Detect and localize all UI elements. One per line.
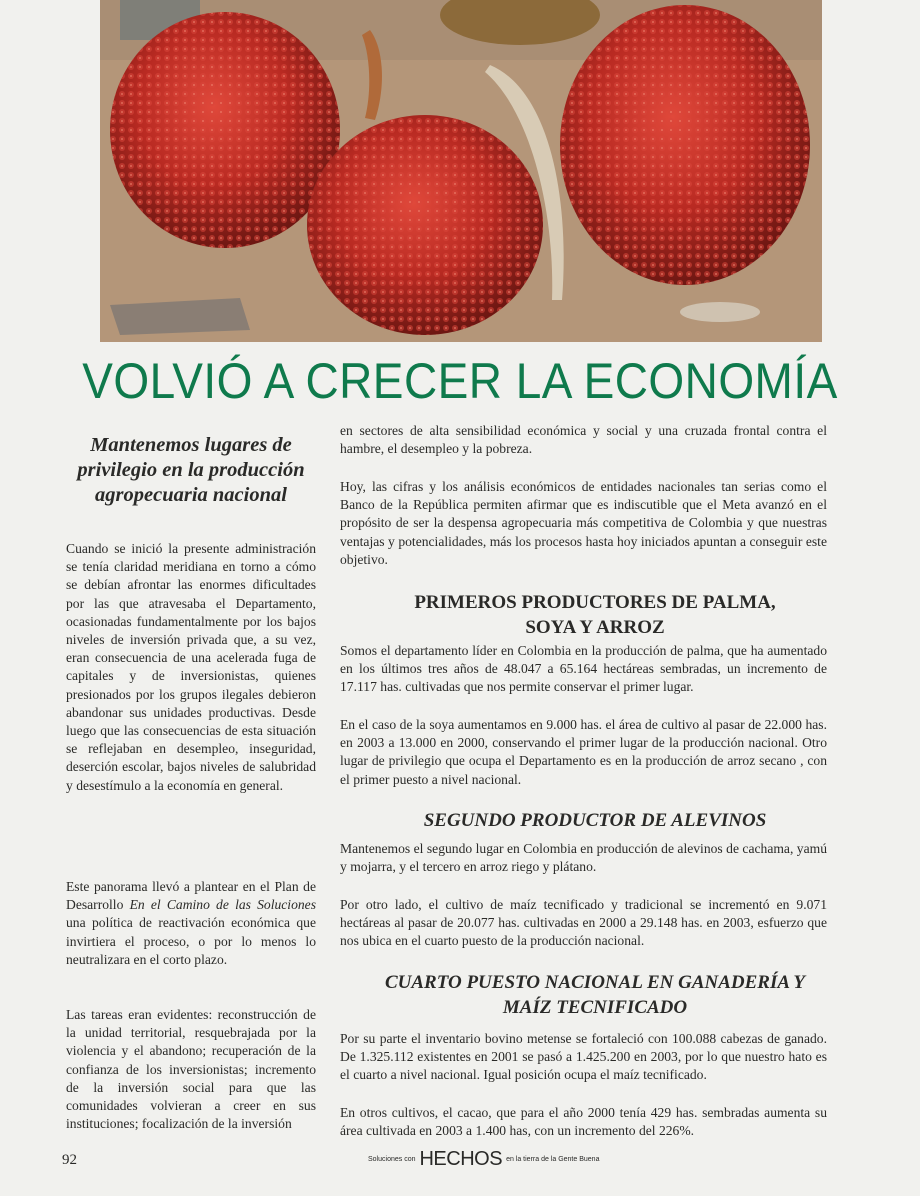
left-paragraph-3: Las tareas eran evidentes: reconstrucción de la unidad territorial, resquebrajada por la violencia y el abandono; recuperación de la confianza de los inversionistas; incremento de la inversión social para que las comunidades volvieran a creer en sus instituciones; focalización de la inversión [66,1007,316,1132]
left-paragraph-2 [66,878,316,969]
section-heading-palma-line-2: SOYA Y ARROZ [525,617,665,638]
right-paragraph-6: Por otro lado, el cultivo de maíz tecnificado y tradicional se incrementó en 9.071 hectáreas al pasar de 20.077 has. cultivadas en 2000 a 29.148 has. en 2003, esfuerzo que nos ubica en el cuarto puesto de la producción nacional. [340,897,827,949]
palm-fruit-photo [100,0,822,342]
headline: VOLVIÓ A CRECER LA ECONOMÍA [82,353,838,409]
footer-suffix: en la tierra de la Gente Buena [506,1155,600,1163]
footer-brand: HECHOS [419,1147,503,1170]
right-paragraph-4: En el caso de la soya aumentamos en 9.000 has. el área de cultivo al pasar de 22.000 has. en 2003 a 13.000 en 2000, conservando el primer lugar de la producción nacional. Otro lugar de privilegio que ocupa el Departamento es en la producción de arroz secano , con el primer puesto a nivel nacional. [340,717,827,787]
left-paragraph-1: Cuando se inició la presente administración se tenía claridad meridiana en torno a cómo se debían afrontar las enormes dificultades por las que atravesaba el Departamento, ocasionadas fundamentalmente por los bajos niveles de inversión privada que, a su vez, eran consecuencia de una acelerada fuga de capitales y de inversionistas, quienes presionados por los grupos ilegales debieron abandonar sus unidades productivas. Desde luego que las consecuencias de esta situación se reflejaban en desempleo, inseguridad, deserción escolar, bajos niveles de salubridad y desestímulo a la economía en general. [66,541,316,793]
section-heading-palma [340,590,850,640]
section-heading-ganaderia-line-1: CUARTO PUESTO NACIONAL EN GANADERÍA Y [384,972,806,993]
section-heading-palma-line-1: PRIMEROS PRODUCTORES DE PALMA, [414,592,776,613]
right-paragraph-7: Por su parte el inventario bovino metense se fortaleció con 100.088 cabezas de ganado. De 1.325.112 existentes en 2001 se pasó a 1.425.200 en 2003, por lo que nuestro hato es el cuarto a nivel nacional. Igual posición ocupa el maíz tecnificado. [340,1031,827,1083]
section-heading-alevinos: SEGUNDO PRODUCTOR DE ALEVINOS [423,810,767,831]
subheading: Mantenemos lugares de privilegio en la producción agropecuaria nacional [77,434,305,506]
right-paragraph-8: En otros cultivos, el cacao, que para el año 2000 tenía 429 has. sembradas aumenta su área cultivada en 2003 a 1.400 has, con un incremento del 226%. [340,1105,827,1139]
right-paragraph-1: en sectores de alta sensibilidad económica y social y una cruzada frontal contra el hambre, el desempleo y la pobreza. [340,423,827,457]
plan-title: En el Camino de las Soluciones [129,897,316,913]
left-paragraph-2-text-b: una política de reactivación económica que invirtiera el proceso, o por lo menos lo neutralizara en el corto plazo. [66,915,316,967]
right-paragraph-2: Hoy, las cifras y los análisis económicos de entidades nacionales tan serias como el Banco de la República permiten afirmar que es indiscutible que el Meta avanzó en el propósito de ser la despensa agropecuaria más competitiva de Colombia y que nuestras ventajas y potencialidades, más los procesos hasta hoy iniciados apuntan a conseguir este objetivo. [340,479,827,567]
footer-prefix: Soluciones con [368,1155,416,1163]
footer-logo [368,1148,599,1170]
page-number: 92 [62,1152,77,1168]
right-paragraph-5: Mantenemos el segundo lugar en Colombia en producción de alevinos de cachama, yamú y mojarra, y el tercero en arroz riego y plátano. [340,841,827,875]
section-heading-ganaderia-line-2: MAÍZ TECNIFICADO [502,997,688,1018]
left-paragraph-2-text-a: Este panorama llevó a plantear en el Plan de Desarrollo [66,879,316,913]
right-paragraph-3: Somos el departamento líder en Colombia en la producción de palma, que ha aumentado en los últimos tres años de 48.047 a 65.164 hectáreas sembradas, un incremento de 17.117 has. cultivadas que nos permite conservar el primer lugar. [340,643,827,695]
section-heading-ganaderia [340,970,850,1020]
